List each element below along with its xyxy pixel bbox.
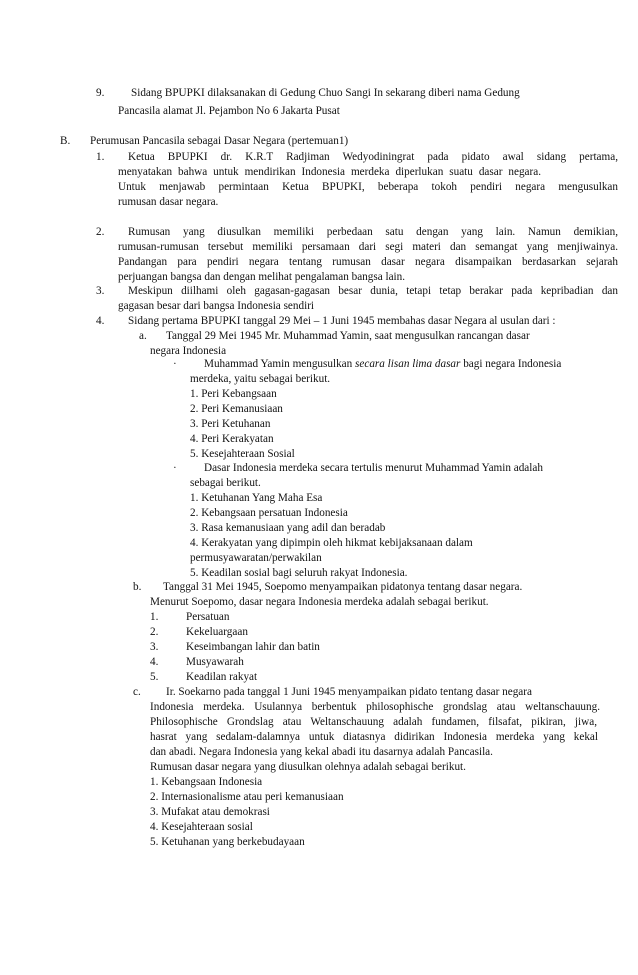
soekarno-item: 4. Kesejahteraan sosial bbox=[150, 821, 253, 833]
item-2-number: 2. bbox=[96, 226, 105, 238]
item-9-number: 9. bbox=[96, 87, 105, 99]
bullet-1-line-1: Muhammad Yamin mengusulkan secara lisan lima dasar bagi negara Indonesia bbox=[204, 358, 562, 370]
sub-a-line-1: Tanggal 29 Mei 1945 Mr. Muhammad Yamin, saat mengusulkan rancangan dasar bbox=[166, 330, 530, 342]
soekarno-item: 1. Kebangsaan Indonesia bbox=[150, 776, 263, 788]
item-3-line-1: Meskipun diilhami oleh gagasan-gagasan besar dunia, tetapi tetap berakar pada kepribadian dan bbox=[128, 285, 618, 297]
item-3-line-2: gagasan besar dari bangsa Indonesia sendiri bbox=[118, 300, 315, 312]
soepomo-item-text: Persatuan bbox=[186, 611, 230, 623]
sub-c-line-5: dan abadi. Negara Indonesia yang kekal abadi itu dasarnya adalah Pancasila. bbox=[150, 746, 493, 758]
sub-b-letter: b. bbox=[133, 581, 142, 593]
yamin-lisan-item: 5. Kesejahteraan Sosial bbox=[190, 448, 295, 460]
bullet-2-line-2: sebagai berikut. bbox=[190, 477, 261, 489]
item-2-line-1: Rumusan yang diusulkan memiliki perbedaan satu dengan yang lain. Namun demikian, bbox=[128, 226, 618, 238]
yamin-tertulis-item: 5. Keadilan sosial bagi seluruh rakyat Indonesia. bbox=[190, 567, 408, 579]
yamin-lisan-item: 2. Peri Kemanusiaan bbox=[190, 403, 283, 415]
sub-c-line-1: Ir. Soekarno pada tanggal 1 Juni 1945 menyampaikan pidato tentang dasar negara bbox=[166, 686, 532, 698]
item-1-line-4: rumusan dasar negara. bbox=[118, 196, 219, 208]
item-3-number: 3. bbox=[96, 285, 105, 297]
sub-a-line-2: negara Indonesia bbox=[150, 345, 227, 357]
soekarno-item: 5. Ketuhanan yang berkebudayaan bbox=[150, 836, 305, 848]
yamin-tertulis-item: 3. Rasa kemanusiaan yang adil dan beradab bbox=[190, 522, 386, 534]
sub-c-line-6: Rumusan dasar negara yang diusulkan olehnya adalah sebagai berikut. bbox=[150, 761, 466, 773]
soepomo-item-number: 1. bbox=[150, 611, 159, 623]
item-9-line-1: Sidang BPUPKI dilaksanakan di Gedung Chuo Sangi In sekarang diberi nama Gedung bbox=[131, 87, 520, 99]
item-1-line-3: Untuk menjawab permintaan Ketua BPUPKI, beberapa tokoh pendiri negara mengusulkan bbox=[118, 181, 618, 193]
section-b-letter: B. bbox=[60, 135, 71, 147]
sub-b-line-2: Menurut Soepomo, dasar negara Indonesia merdeka adalah sebagai berikut. bbox=[150, 596, 489, 608]
yamin-tertulis-item: 2. Kebangsaan persatuan Indonesia bbox=[190, 507, 348, 519]
yamin-tertulis-item: 1. Ketuhanan Yang Maha Esa bbox=[190, 492, 323, 504]
bullet-2-mark: · bbox=[173, 462, 177, 474]
item-2-line-4: perjuangan bangsa dan dengan melihat pengalaman bangsa lain. bbox=[118, 271, 406, 283]
soekarno-item: 3. Mufakat atau demokrasi bbox=[150, 806, 270, 818]
soepomo-item-text: Keadilan rakyat bbox=[186, 671, 258, 683]
soepomo-item-text: Musyawarah bbox=[186, 656, 244, 668]
yamin-lisan-item: 4. Peri Kerakyatan bbox=[190, 433, 274, 445]
soekarno-item: 2. Internasionalisme atau peri kemanusiaan bbox=[150, 791, 344, 803]
bullet-1-italic: secara lisan lima dasar bbox=[355, 358, 461, 370]
item-1-number: 1. bbox=[96, 151, 105, 163]
sub-a-letter: a. bbox=[139, 330, 147, 342]
item-9-line-2: Pancasila alamat Jl. Pejambon No 6 Jakarta Pusat bbox=[118, 105, 340, 117]
sub-b-line-1: Tanggal 31 Mei 1945, Soepomo menyampaikan pidatonya tentang dasar negara. bbox=[163, 581, 523, 593]
item-2-line-3: Pandangan para pendiri negara tentang rumusan dasar negara disampaikan berdasarkan sejarah bbox=[118, 256, 618, 268]
item-4-line-1: Sidang pertama BPUPKI tanggal 29 Mei – 1 Juni 1945 membahas dasar Negara al usulan dari : bbox=[128, 315, 556, 327]
sub-c-line-3: Philosophische Grondslag atau Weltanschauung adalah fundamen, filsafat, pikiran, jiwa, bbox=[150, 716, 597, 728]
soepomo-item-number: 3. bbox=[150, 641, 159, 653]
soepomo-item-number: 4. bbox=[150, 656, 159, 668]
yamin-tertulis-item: permusyawaratan/perwakilan bbox=[190, 552, 322, 564]
sub-c-line-2: Indonesia merdeka. Usulannya berbentuk philosophische grondslag atau weltanschauung. bbox=[150, 701, 600, 713]
section-b-title: Perumusan Pancasila sebagai Dasar Negara (pertemuan1) bbox=[90, 135, 349, 147]
sub-c-letter: c. bbox=[133, 686, 141, 698]
sub-c-line-4: hasrat yang sedalam-dalamnya untuk diatasnya didirikan Indonesia merdeka yang kekal bbox=[150, 731, 598, 743]
soepomo-item-number: 5. bbox=[150, 671, 159, 683]
soepomo-item-text: Kekeluargaan bbox=[186, 626, 248, 638]
yamin-tertulis-item: 4. Kerakyatan yang dipimpin oleh hikmat kebijaksanaan dalam bbox=[190, 537, 473, 549]
bullet-1-mark: · bbox=[173, 358, 177, 370]
item-4-number: 4. bbox=[96, 315, 105, 327]
item-1-line-2: menyatakan bahwa untuk mendirikan Indonesia merdeka diperlukan suatu dasar negara. bbox=[118, 166, 541, 178]
item-2-line-2: rumusan-rumusan tersebut memiliki persamaan dari segi materi dan semangat yang menjiwainya. bbox=[118, 241, 618, 253]
bullet-2-line-1: Dasar Indonesia merdeka secara tertulis menurut Muhammad Yamin adalah bbox=[204, 462, 543, 474]
yamin-lisan-item: 3. Peri Ketuhanan bbox=[190, 418, 271, 430]
item-1-line-1: Ketua BPUPKI dr. K.R.T Radjiman Wedyodiningrat pada pidato awal sidang pertama, bbox=[128, 151, 618, 163]
bullet-1-line-2: merdeka, yaitu sebagai berikut. bbox=[190, 373, 331, 385]
yamin-lisan-item: 1. Peri Kebangsaan bbox=[190, 388, 277, 400]
soepomo-item-number: 2. bbox=[150, 626, 159, 638]
soepomo-item-text: Keseimbangan lahir dan batin bbox=[186, 641, 320, 653]
